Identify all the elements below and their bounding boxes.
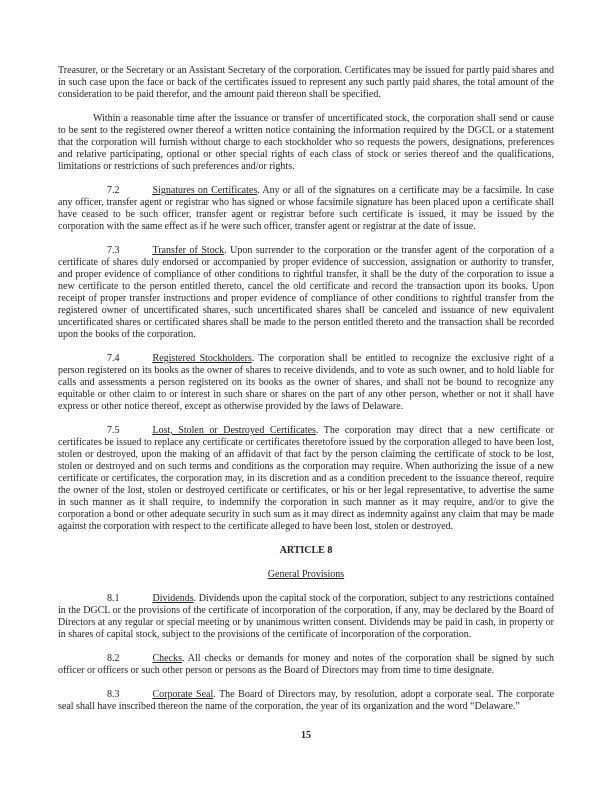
- section-heading: Signatures on Certificates: [152, 185, 258, 196]
- section-7-4: [58, 353, 554, 413]
- body-paragraph: Within a reasonable time after the issuance or transfer of uncertificated stock, the corporation shall send or cause to be sent to the registered owner thereof a written notice containing the information required by the DGCL or a statement that the corporation will furnish without charge to each stockholder who so requests the powers, designations, preferences and relative participating, optional or other special rights of each class of stock or series thereof and the qualifications, limitations or restrictions of such preferences and/or rights.: [58, 113, 554, 172]
- section-body: . Upon surrender to the corporation or the transfer agent of the corporation of a certificate of shares duly endorsed or accompanied by proper evidence of succession, assignation or authority to transfer, and proper evidence of compliance of other conditions to rightful transfer, it shall be the duty of the corporation to issue a new certificate to the person entitled thereto, cancel the old certificate and record the transaction upon its books. Upon receipt of proper transfer instructions and proper evidence of compliance of other conditions to rightful transfer from the registered owner of uncertificated shares, such uncertificated shares shall be canceled and issuance of new equivalent uncertificated shares or certificated shares shall be made to the person entitled thereto and the transaction shall be recorded upon the books of the corporation.: [58, 245, 555, 340]
- section-8-1: [58, 593, 554, 641]
- section-number: 8.2: [107, 653, 120, 664]
- section-body: . Dividends upon the capital stock of the corporation, subject to any restrictions contained in the DGCL or the provisions of the certificate of incorporation of the corporation, if any, may be declared by the Board of Directors at any regular or special meeting or by unanimous written consent. Dividends may be paid in cash, in property or in shares of capital stock, subject to the provisions of the certificate of incorporation of the corporation.: [58, 593, 554, 640]
- page-number: 15: [301, 730, 311, 741]
- section-heading: Transfer of Stock: [152, 245, 225, 256]
- article-title: ARTICLE 8: [279, 545, 333, 556]
- section-number: 7.4: [107, 353, 120, 364]
- section-number: 7.2: [107, 185, 120, 196]
- section-body: . The Board of Directors may, by resolution, adopt a corporate seal. The corporate seal shall have inscribed thereon the name of the corporation, the year of its organization and the word “Delaware.”: [58, 689, 555, 712]
- section-7-5: [58, 425, 554, 533]
- section-body: . The corporation may direct that a new certificate or certificates be issued to replace any certificate or certificates theretofore issued by the corporation alleged to have been lost, stolen or destroyed, upon the making of an affidavit of that fact by the person claiming the certificate of stock to be lost, stolen or destroyed and on such terms and conditions as the corporation may require. When authorizing the issue of a new certificate or certificates, the corporation may, in its discretion and as a condition precedent to the issuance thereof, require the owner of the lost, stolen or destroyed certificate or certificates, or his or her legal representative, to advertise the same in such manner as it shall require, to indemnify the corporation in such manner as it may require, and/or to give the corporation a bond or other adequate security in such sum as it may direct as indemnity against any claim that may be made against the corporation with respect to the certificate alleged to have been lost, stolen or destroyed.: [58, 425, 554, 532]
- section-number: 7.5: [107, 425, 120, 436]
- article-subtitle: General Provisions: [267, 569, 345, 580]
- section-8-3: [58, 689, 554, 713]
- section-number: 8.3: [107, 689, 120, 700]
- section-7-3: [58, 245, 554, 341]
- section-heading: Lost, Stolen or Destroyed Certificates: [152, 425, 316, 436]
- section-body: . Any or all of the signatures on a certificate may be a facsimile. In case any officer, transfer agent or registrar who has signed or whose facsimile signature has been placed upon a certificate shall have ceased to be such officer, transfer agent or registrar before such certificate is issued, it may be issued by the corporation with the same effect as if he were such officer, transfer agent or registrar at the date of issue.: [58, 185, 554, 232]
- section-number: 7.3: [107, 245, 120, 256]
- section-8-2: [58, 653, 554, 677]
- section-body: . The corporation shall be entitled to recognize the exclusive right of a person registered on its books as the owner of shares to receive dividends, and to vote as such owner, and to hold liable for calls and assessments a person registered on its books as the owner of shares, and shall not be bound to recognize any equitable or other claim to or interest in such share or shares on the part of any other person, whether or not it shall have express or other notice thereof, except as otherwise provided by the laws of Delaware.: [58, 353, 554, 412]
- section-body: . All checks or demands for money and notes of the corporation shall be signed by such officer or officers or such other person or persons as the Board of Directors may from time to time designate.: [58, 653, 554, 676]
- section-heading: Checks: [152, 653, 182, 664]
- section-heading: Dividends: [152, 593, 194, 604]
- section-7-2: [58, 185, 554, 233]
- body-paragraph: Treasurer, or the Secretary or an Assistant Secretary of the corporation. Certificates may be issued for partly paid shares and in such case upon the face or back of the certificates issued to represent any such partly paid shares, the total amount of the consideration to be paid therefor, and the amount paid thereon shall be specified.: [58, 65, 555, 100]
- section-heading: Registered Stockholders: [152, 353, 252, 364]
- section-number: 8.1: [107, 593, 120, 604]
- section-heading: Corporate Seal: [152, 689, 214, 700]
